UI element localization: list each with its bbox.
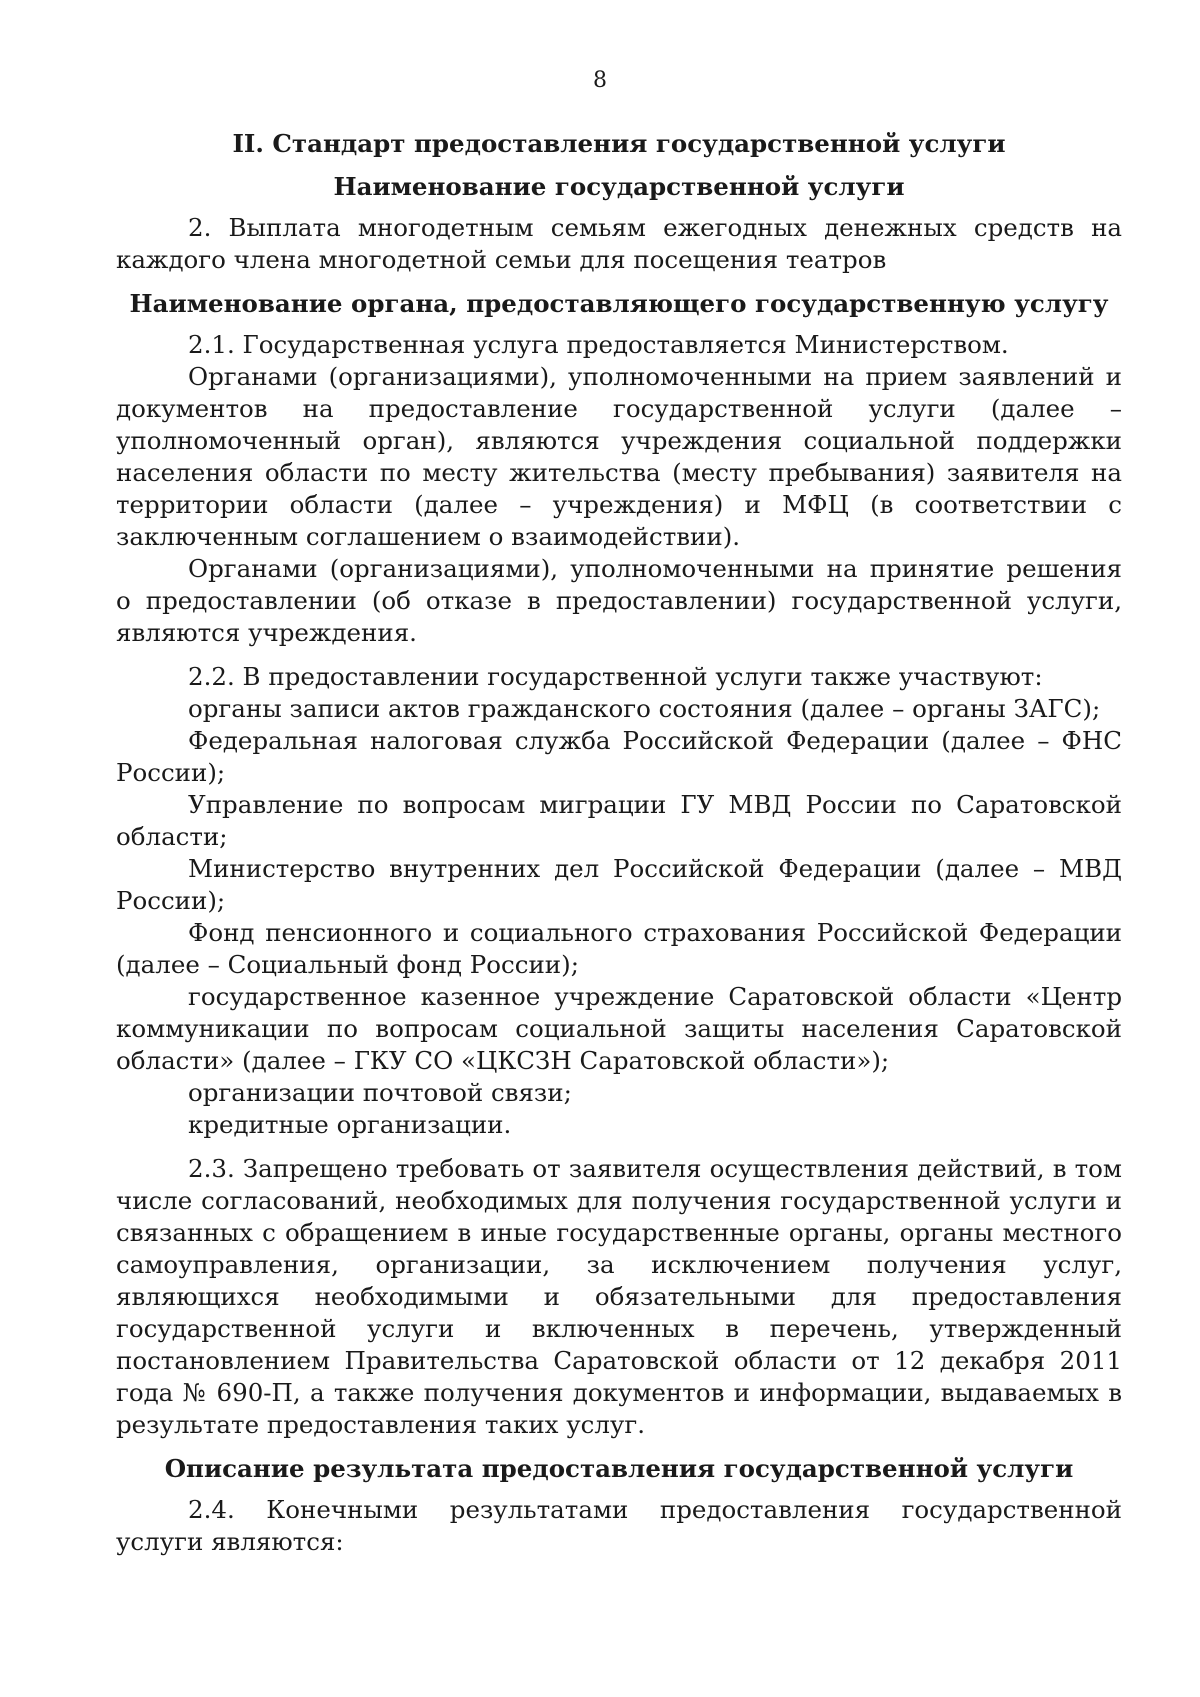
participant-item: Управление по вопросам миграции ГУ МВД России по Саратовской области;	[116, 790, 1122, 851]
paragraph-2-1-decision-bodies: Органами (организациями), уполномоченными на принятие решения о предоставлении (об отказе в предоставлении) государственной услуги, являются учреждения.	[116, 554, 1122, 647]
paragraph-2-3: 2.3. Запрещено требовать от заявителя осуществления действий, в том числе согласований, необходимых для получения государственной услуги и связанных с обращением в иные государственные органы, органы местного самоуправления, организации, за исключением получения услуг, являющихся необходимыми и обязательными для предоставления государственной услуги и включенных в перечень, утвержденный постановлением Правительства Саратовской области от 12 декабря 2011 года № 690-П, а также получения документов и информации, выдаваемых в результате предоставления таких услуг.	[116, 1154, 1122, 1439]
paragraph-2-1-authorized-bodies: Органами (организациями), уполномоченными на прием заявлений и документов на предоставление государственной услуги (далее – уполномоченный орган), являются учреждения социальной поддержки населения области по месту жительства (месту пребывания) заявителя на территории области (далее – учреждения) и МФЦ (в соответствии с заключенным соглашением о взаимодействии).	[116, 362, 1122, 551]
section-heading: II. Стандарт предоставления государственной услуги	[232, 129, 1006, 158]
participant-item: государственное казенное учреждение Саратовской области «Центр коммуникации по вопросам социальной защиты населения Саратовской области» (далее – ГКУ СО «ЦКСЗН Саратовской области»);	[116, 982, 1122, 1075]
paragraph-2: 2. Выплата многодетным семьям ежегодных денежных средств на каждого члена многодетной семьи для посещения театров	[116, 213, 1122, 274]
participant-item: Федеральная налоговая служба Российской Федерации (далее – ФНС России);	[116, 726, 1122, 787]
paragraph-2-2: 2.2. В предоставлении государственной услуги также участвуют:	[188, 662, 1043, 691]
participant-item: организации почтовой связи;	[188, 1078, 572, 1107]
paragraph-2-4: 2.4. Конечными результатами предоставления государственной услуги являются:	[116, 1495, 1122, 1556]
participant-item: кредитные организации.	[188, 1110, 512, 1139]
document-body	[116, 120, 1122, 1558]
subheading-result: Описание результата предоставления государственной услуги	[164, 1454, 1074, 1483]
participant-item: Фонд пенсионного и социального страхования Российской Федерации (далее – Социальный фонд России);	[116, 918, 1122, 979]
participant-item: Министерство внутренних дел Российской Федерации (далее – МВД России);	[116, 854, 1122, 915]
paragraph-2-1: 2.1. Государственная услуга предоставляется Министерством.	[188, 330, 1009, 359]
subheading-authority: Наименование органа, предоставляющего государственную услугу	[129, 289, 1109, 318]
page-number: 8	[593, 68, 607, 93]
subheading-service-name: Наименование государственной услуги	[333, 172, 905, 201]
participant-item: органы записи актов гражданского состояния (далее – органы ЗАГС);	[188, 694, 1101, 723]
